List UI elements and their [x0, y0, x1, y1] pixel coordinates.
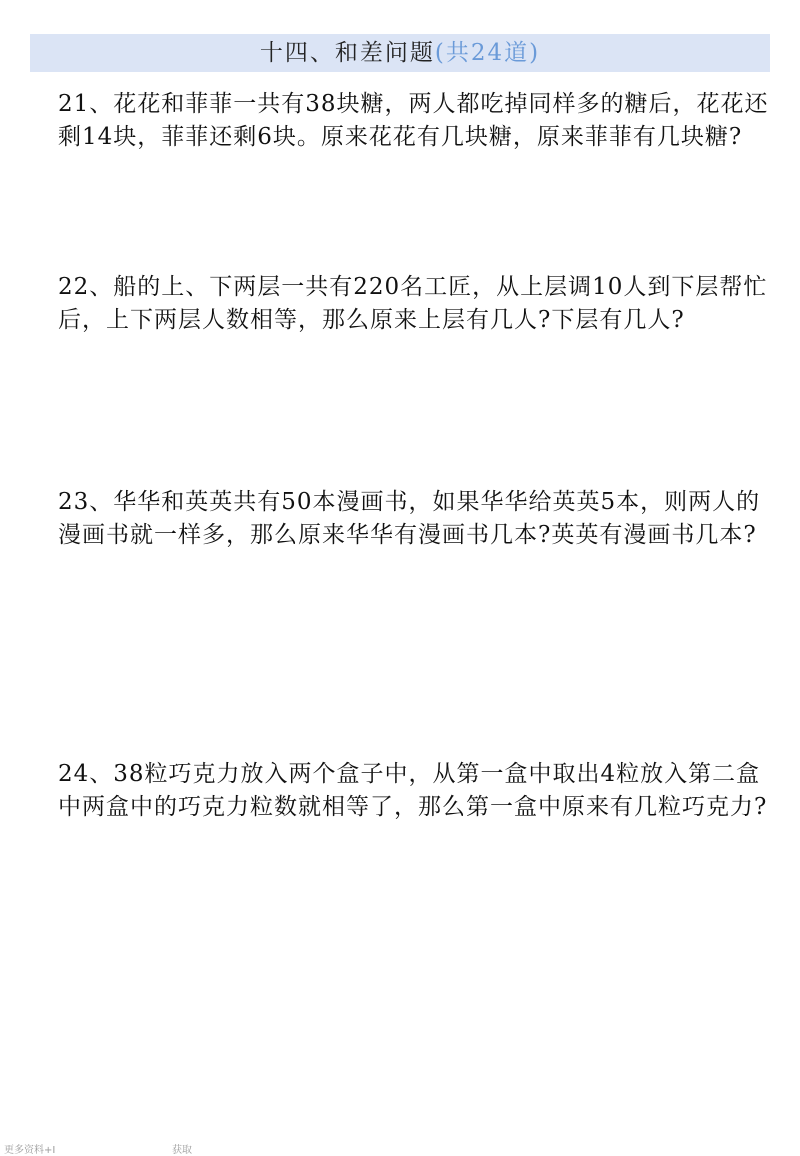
footer-note-left: 更多资料+I [4, 1145, 56, 1156]
section-title-count: (共24道) [434, 40, 541, 66]
section-title [30, 38, 770, 68]
problem-21: 21、花花和菲菲一共有38块糖，两人都吃掉同样多的糖后，花花还剩14块，菲菲还剩6块。原来花花有几块糖，原来菲菲有几块糖? [58, 91, 769, 150]
footer-note-right: 获取 [172, 1145, 192, 1156]
section-title-main: 十四、和差问题 [259, 40, 435, 66]
problem-22: 22、船的上、下两层一共有220名工匠，从上层调10人到下层帮忙后，上下两层人数相等，那么原来上层有几人?下层有几人? [58, 274, 768, 333]
section-header [30, 34, 770, 72]
problem-24: 24、38粒巧克力放入两个盒子中，从第一盒中取出4粒放入第二盒中两盒中的巧克力粒数就相等了，那么第一盒中原来有几粒巧克力? [58, 761, 768, 820]
problem-23: 23、华华和英英共有50本漫画书，如果华华给英英5本，则两人的漫画书就一样多，那么原来华华有漫画书几本?英英有漫画书几本? [58, 489, 761, 548]
